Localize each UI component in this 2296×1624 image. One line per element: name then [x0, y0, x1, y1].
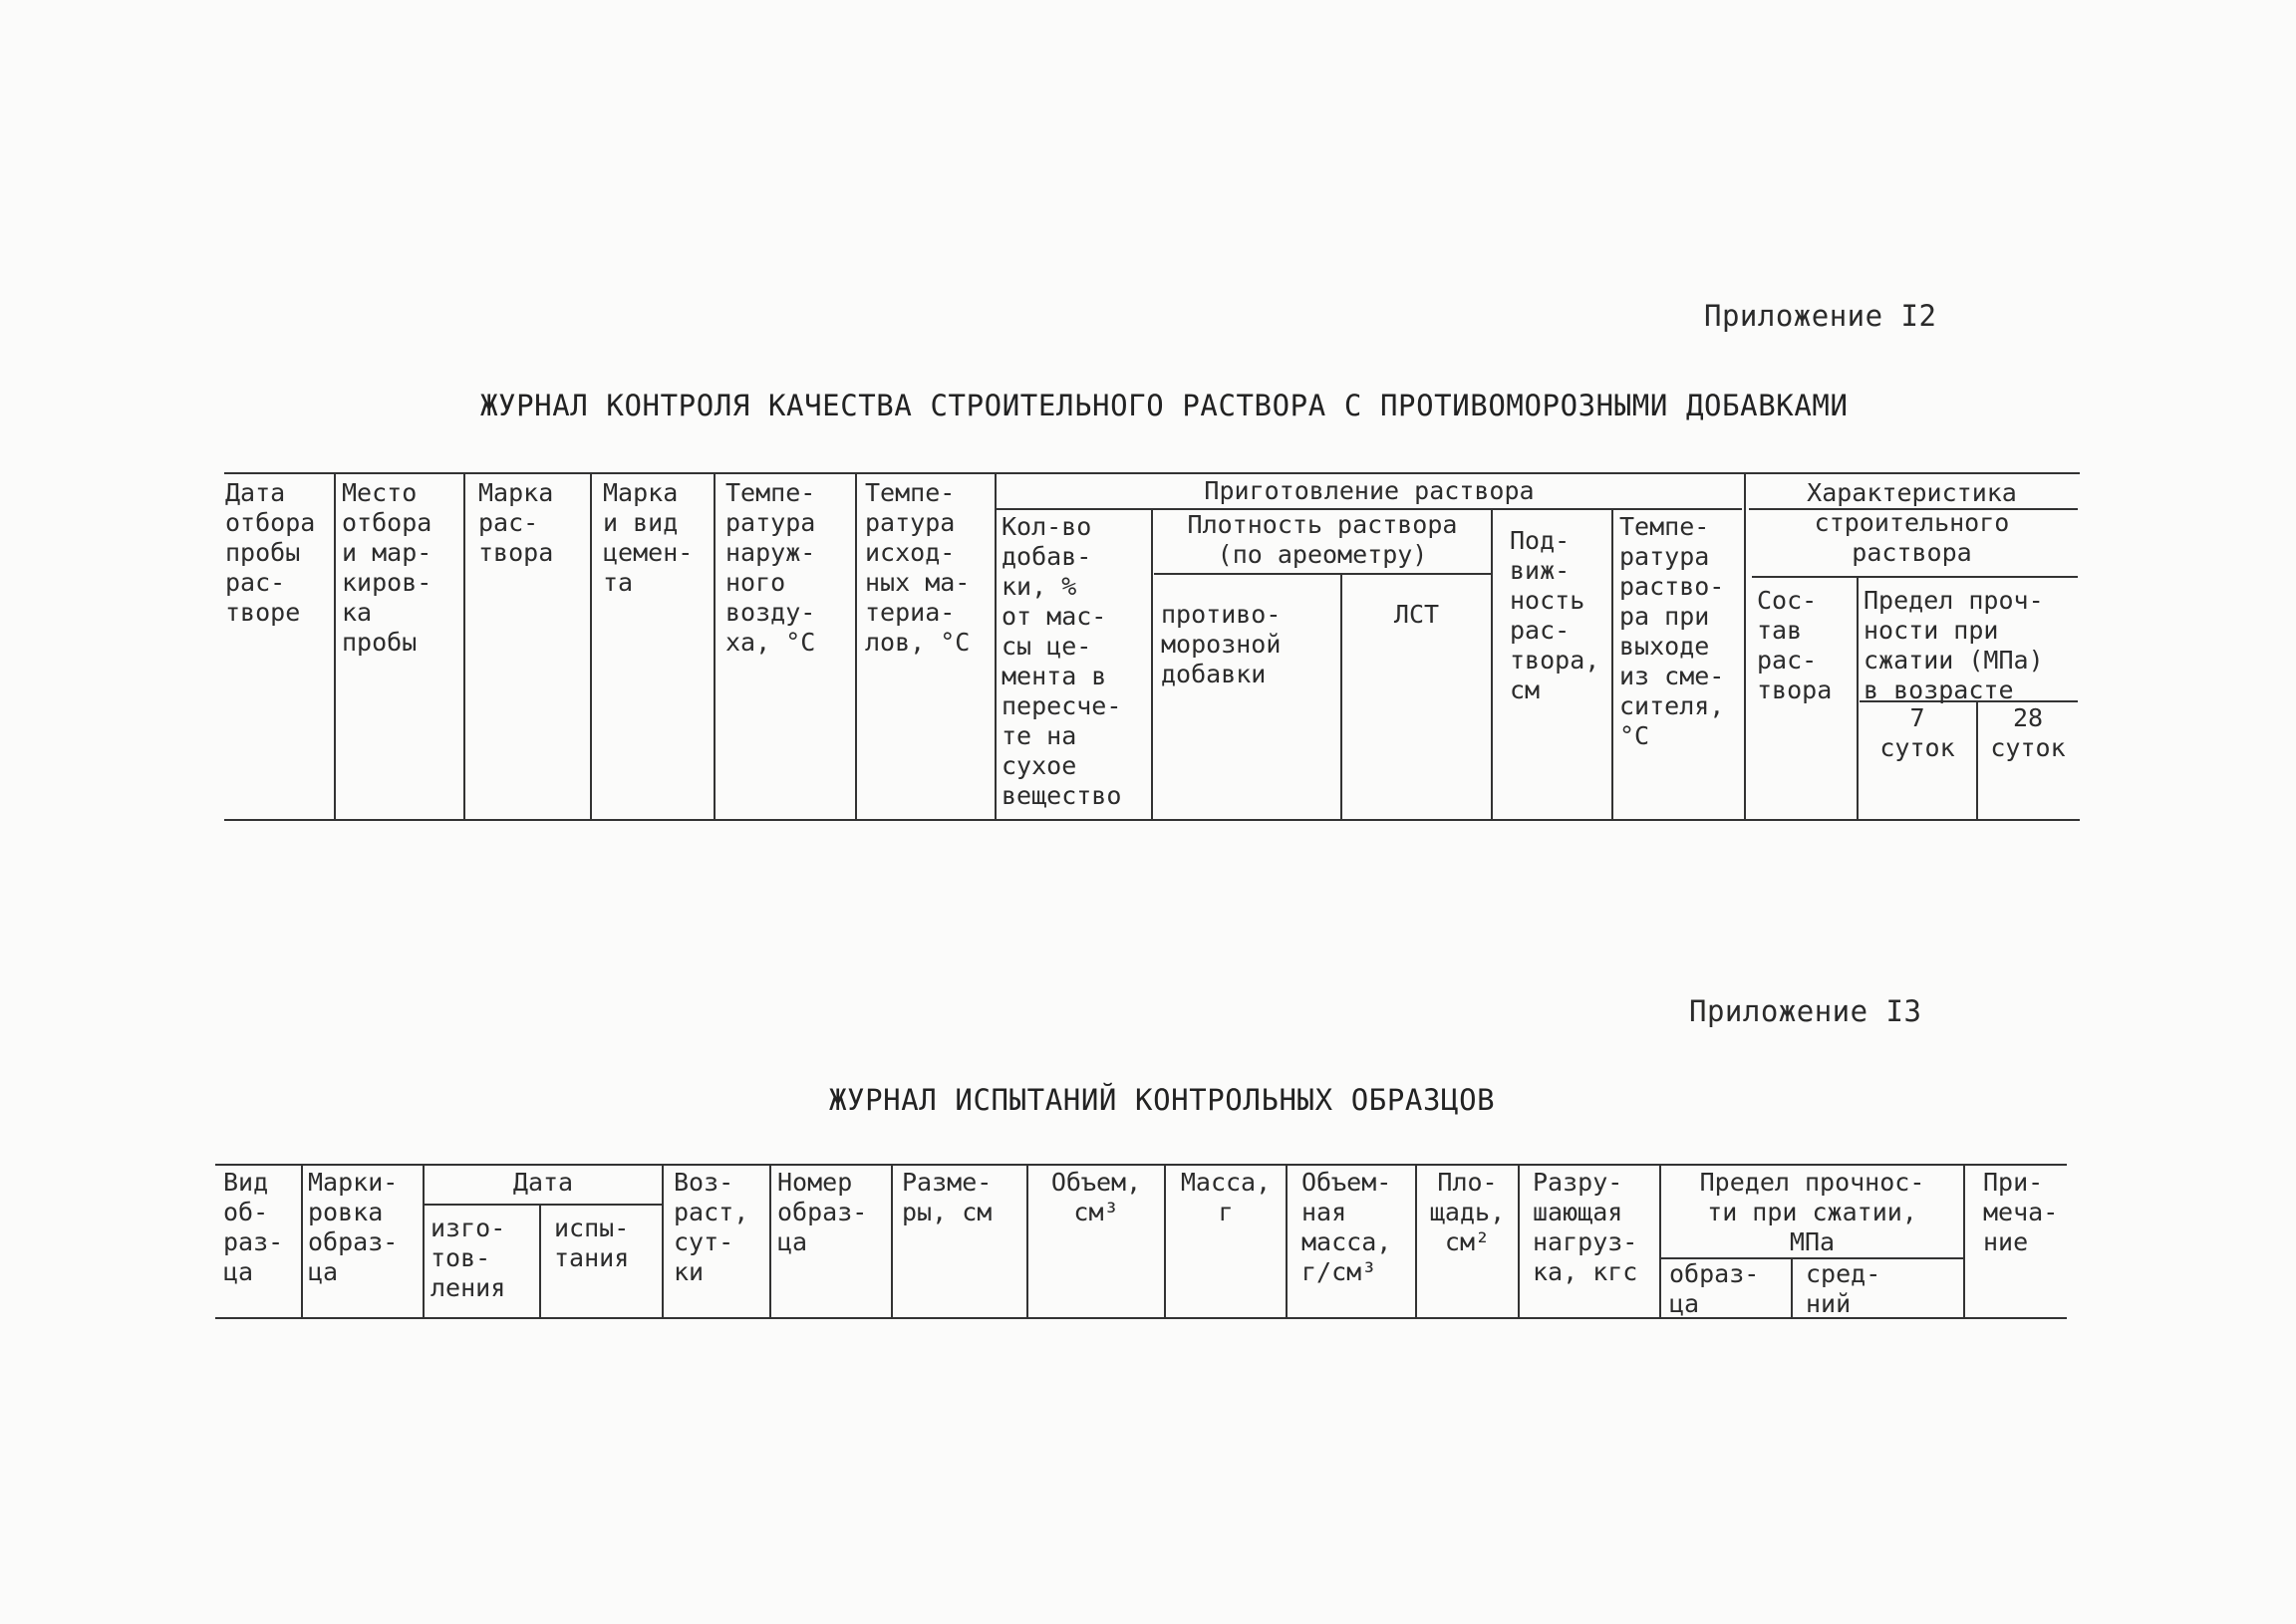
group-preparation: Приготовление раствора: [1204, 476, 1535, 505]
col-divider: [463, 472, 465, 819]
col-breaking-load: Разру- шающая нагруз- ка, кгс: [1533, 1168, 1638, 1286]
col-divider: [1518, 1164, 1520, 1317]
col-exit-temperature: Темпе- ратура раство- ра при выходе из сме- сителя, °С: [1619, 512, 1725, 750]
appendix-12-label: Приложение I2: [1704, 299, 1937, 333]
date-rule: [423, 1204, 662, 1206]
table-bottom-rule: [224, 819, 2080, 821]
col-strength-sample: образ- ца: [1669, 1259, 1760, 1318]
col-air-temperature: Темпе- ратура наруж- ного возду- ха, °С: [725, 478, 816, 657]
col-divider: [891, 1164, 893, 1317]
composition-rule: [1752, 576, 2078, 578]
col-sampling-place: Место отбора и мар- киров- ка пробы: [342, 478, 432, 657]
col-strength-average: сред- ний: [1806, 1259, 1881, 1318]
col-divider: [995, 472, 997, 819]
col-compressive-strength: Предел проч- ности при сжатии (МПа) в возрасте: [1864, 586, 2044, 704]
col-divider: [1491, 508, 1493, 819]
col-divider: [1286, 1164, 1288, 1317]
col-mass: Масса, г: [1180, 1168, 1272, 1226]
journal-13-title: ЖУРНАЛ ИСПЫТАНИЙ КОНТРОЛЬНЫХ ОБРАЗЦОВ: [829, 1083, 1496, 1117]
col-sample-number: Номер образ- ца: [777, 1168, 868, 1256]
col-volume: Объем, см³: [1050, 1168, 1142, 1226]
col-divider: [1963, 1164, 1965, 1317]
col-mobility: Под- виж- ность рас- твора, см: [1510, 526, 1600, 704]
col-divider: [1151, 508, 1153, 819]
col-divider: [769, 1164, 771, 1317]
col-date-made: изго- тов- ления: [430, 1214, 506, 1302]
col-divider: [1611, 508, 1613, 819]
col-7-days: 7 суток: [1879, 703, 1955, 762]
col-divider: [855, 472, 857, 819]
col-divider: [714, 472, 716, 819]
col-date: Дата отбора пробы рас- творе: [225, 478, 316, 627]
col-note: При- меча- ние: [1983, 1168, 2059, 1256]
col-sample-type: Вид об- раз- ца: [223, 1168, 284, 1286]
col-dimensions: Разме- ры, см: [902, 1168, 993, 1226]
col-bulk-density: Объем- ная масса, г/см³: [1301, 1168, 1392, 1286]
col-sample-marking: Марки- ровка образ- ца: [308, 1168, 399, 1286]
col-additive-amount: Кол-во добав- ки, % от мас- сы це- мента в пересче- те на сухое вещество: [1002, 512, 1122, 810]
col-lst: ЛСТ: [1393, 600, 1440, 629]
col-divider: [590, 472, 592, 819]
col-cement-grade: Марка и вид цемен- та: [603, 478, 694, 597]
appendix-13-label: Приложение I3: [1689, 994, 1922, 1028]
col-divider: [301, 1164, 303, 1317]
col-compressive-strength: Предел прочнос- ти при сжатии, МПа: [1699, 1168, 1925, 1256]
col-date-tested: испы- тания: [554, 1214, 630, 1272]
col-area: Пло- щадь, см²: [1429, 1168, 1506, 1256]
col-material-temperature: Темпе- ратура исход- ных ма- териа- лов, °С: [865, 478, 971, 657]
col-age: Воз- раст, сут- ки: [674, 1168, 749, 1286]
table-top-rule: [224, 472, 2080, 474]
col-divider: [662, 1164, 664, 1317]
col-divider: [1857, 576, 1859, 819]
table-bottom-rule: [215, 1317, 2067, 1319]
col-divider: [334, 472, 336, 819]
col-divider: [1791, 1257, 1793, 1317]
group-characteristics: Характеристика строительного раствора: [1807, 478, 2017, 567]
group-date: Дата: [512, 1168, 574, 1197]
density-rule: [1154, 573, 1491, 575]
col-divider: [539, 1204, 541, 1317]
col-composition: Сос- тав рас- твора: [1757, 586, 1833, 704]
col-density: Плотность раствора (по ареометру): [1187, 510, 1458, 569]
journal-12-title: ЖУРНАЛ КОНТРОЛЯ КАЧЕСТВА СТРОИТЕЛЬНОГО РАСТВОРА С ПРОТИВОМОРОЗНЫМИ ДОБАВКАМИ: [480, 389, 1849, 422]
col-antifreeze-additive: противо- морозной добавки: [1161, 600, 1282, 688]
table-top-rule: [215, 1164, 2067, 1166]
col-28-days: 28 суток: [1990, 703, 2066, 762]
col-mortar-grade: Марка рас- твора: [478, 478, 554, 567]
